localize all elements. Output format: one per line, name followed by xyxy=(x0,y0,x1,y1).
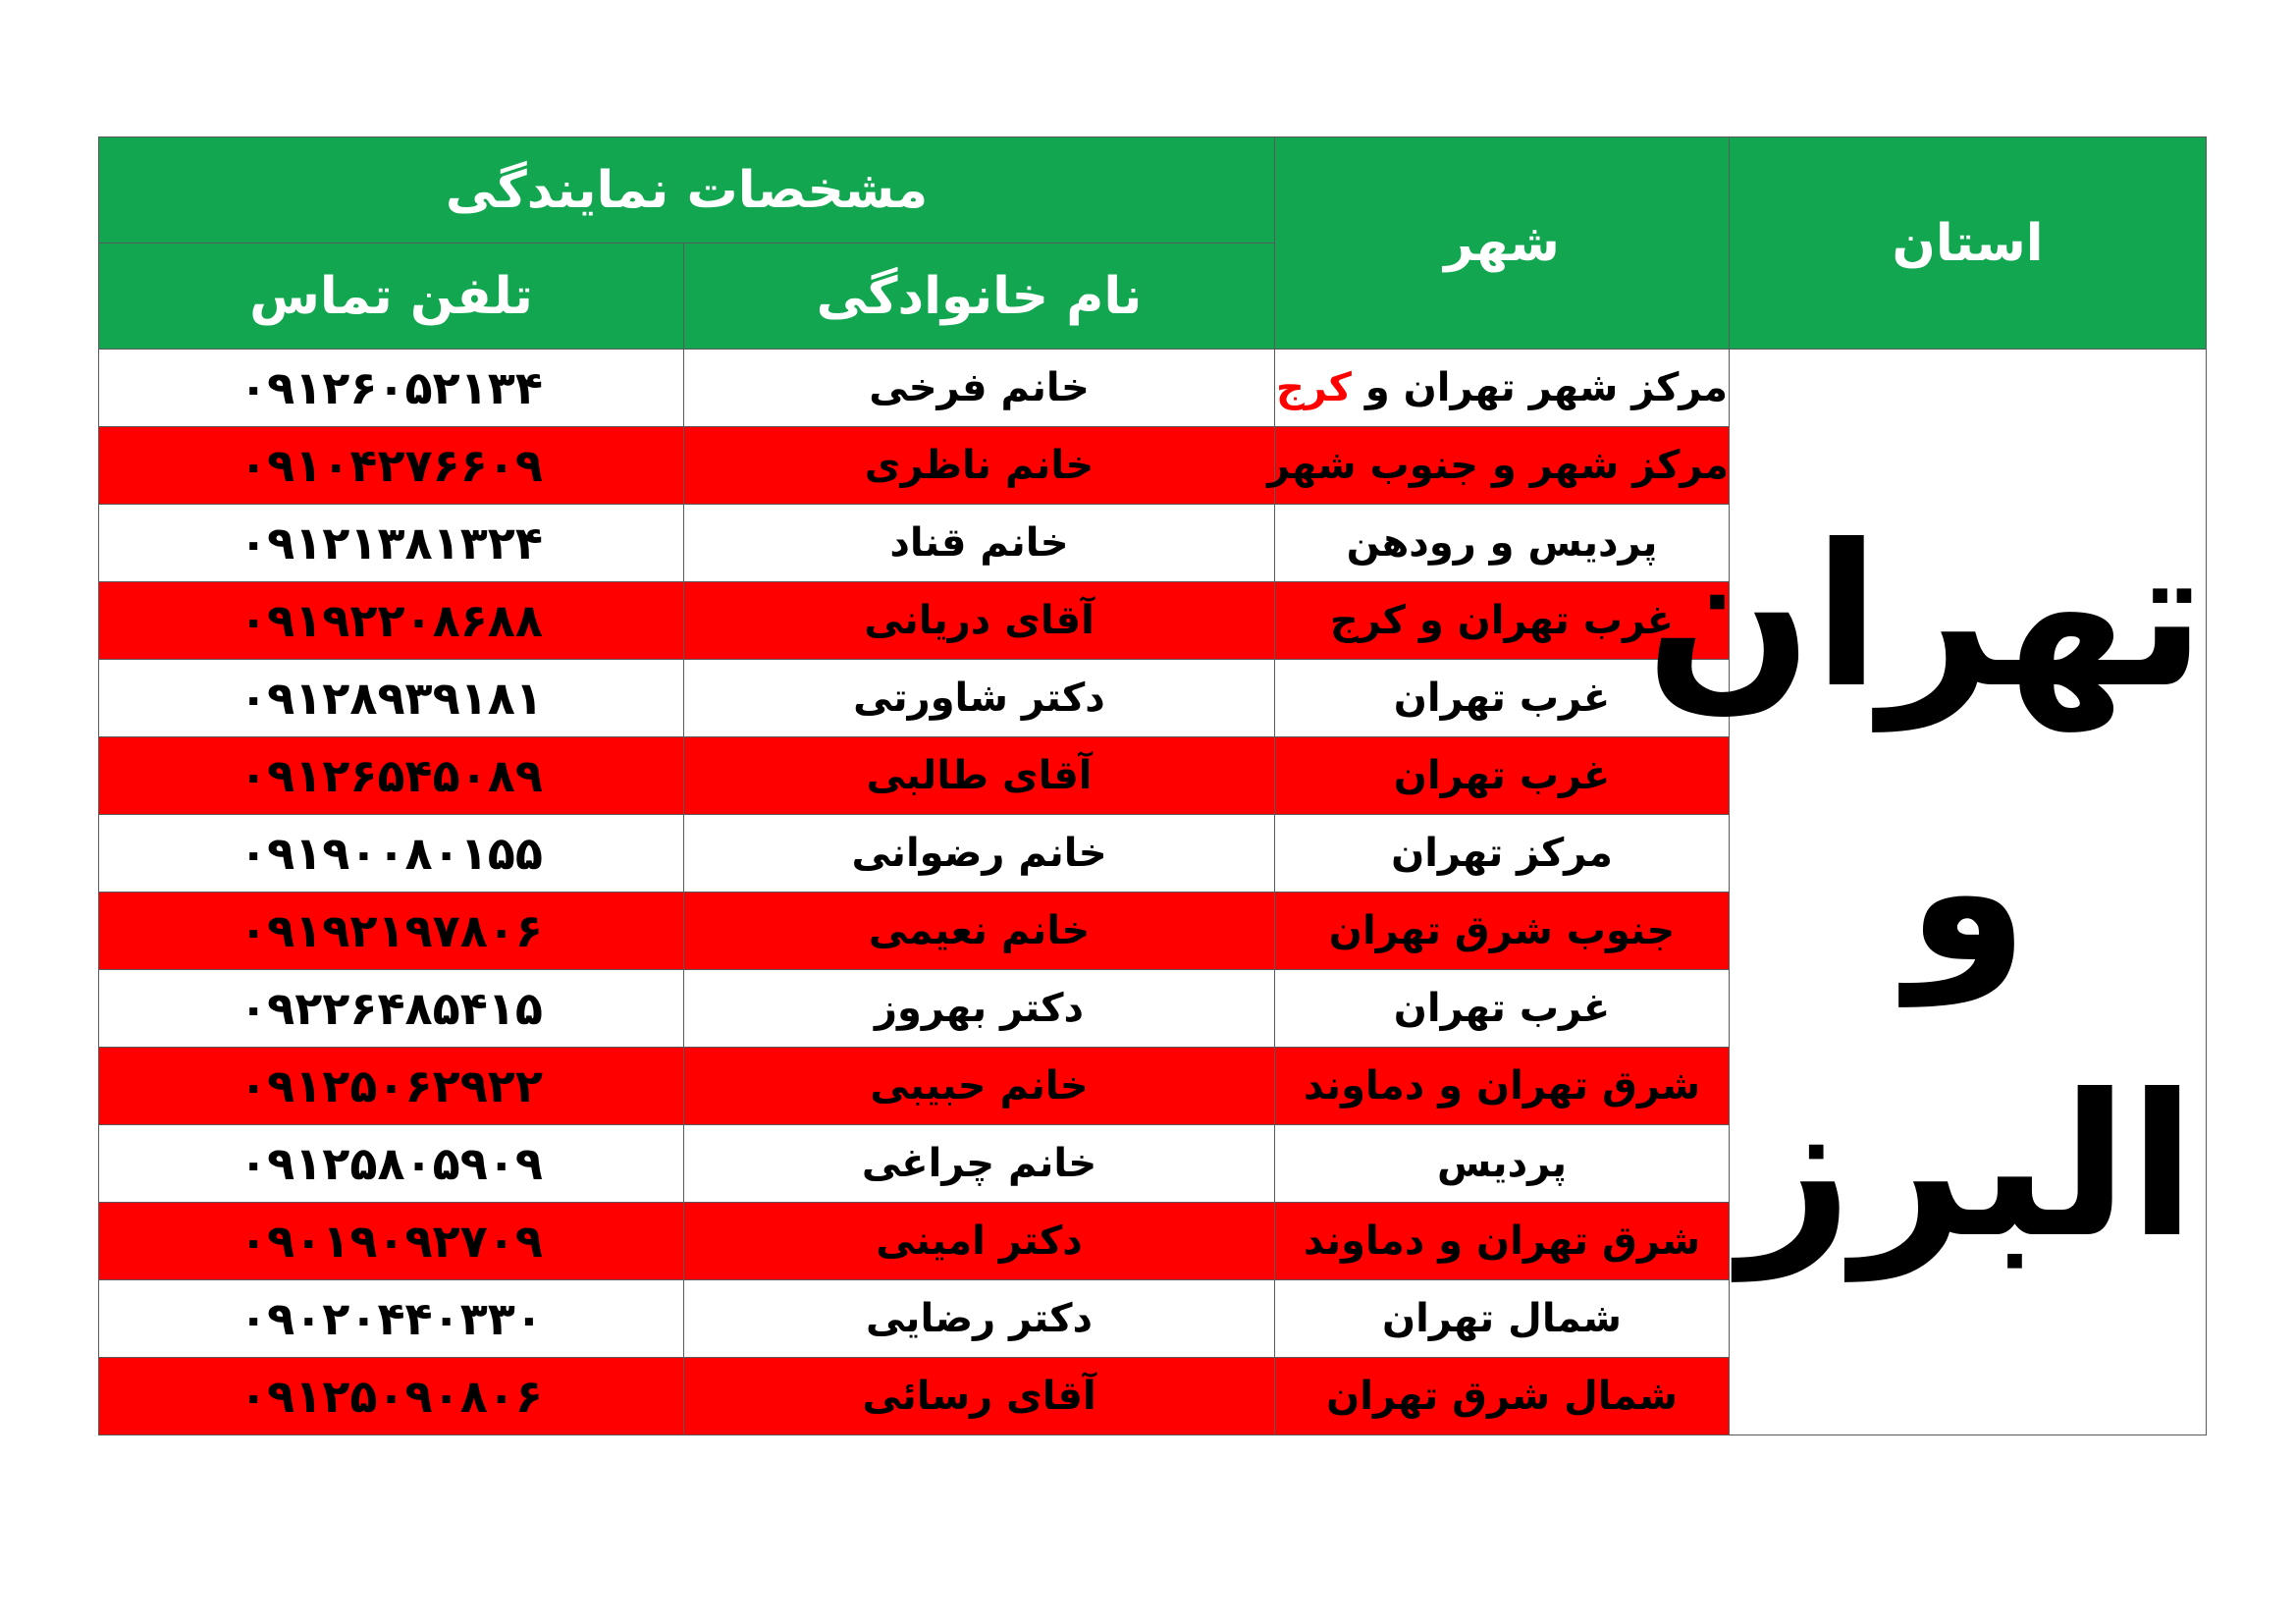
last-name-cell: آقای طالبی xyxy=(684,737,1275,815)
last-name-cell: دکتر امینی xyxy=(684,1203,1275,1280)
city-text: غرب تهران و xyxy=(1405,598,1675,643)
city-text: غرب تهران xyxy=(1393,753,1611,798)
city-accent-text: کرج xyxy=(1275,365,1352,410)
city-cell xyxy=(1275,1125,1730,1203)
table-body xyxy=(99,350,2207,1435)
city-text: شرق تهران و دماوند xyxy=(1303,1063,1701,1109)
last-name-cell: آقای دریانی xyxy=(684,582,1275,660)
table-row xyxy=(99,350,2207,427)
city-cell xyxy=(1275,815,1730,893)
last-name-cell: خانم قناد xyxy=(684,505,1275,582)
city-cell xyxy=(1275,1358,1730,1435)
last-name-cell: خانم نعیمی xyxy=(684,893,1275,970)
city-cell xyxy=(1275,1280,1730,1358)
province-line: و xyxy=(1906,777,2029,1006)
city-text: شمال تهران xyxy=(1382,1296,1622,1341)
phone-cell: ۰۹۱۲۶۰۵۲۱۳۴ xyxy=(99,350,684,427)
last-name-cell: دکتر بهروز xyxy=(684,970,1275,1048)
last-name-cell: خانم ناظری xyxy=(684,427,1275,505)
phone-cell: ۰۹۱۹۰۰۸۰۱۵۵ xyxy=(99,815,684,893)
city-text: مرکز شهر و جنوب شهر xyxy=(1266,443,1730,488)
last-name-cell: دکتر شاورتی xyxy=(684,660,1275,737)
city-cell xyxy=(1275,1048,1730,1125)
agency-table xyxy=(98,136,2207,1435)
phone-cell: ۰۹۰۲۰۴۴۰۳۳۰ xyxy=(99,1280,684,1358)
city-accent-text: کرج xyxy=(1329,598,1406,643)
phone-cell: ۰۹۰۱۹۰۹۲۷۰۹ xyxy=(99,1203,684,1280)
phone-cell: ۰۹۲۲۶۴۸۵۴۱۵ xyxy=(99,970,684,1048)
city-cell xyxy=(1275,893,1730,970)
province-line: البرز xyxy=(1739,1052,2196,1281)
header-agency-details: مشخصات نمایندگی xyxy=(99,137,1275,244)
city-text: جنوب شرق تهران xyxy=(1328,908,1676,953)
last-name-cell: آقای رسائی xyxy=(684,1358,1275,1435)
last-name-cell: خانم فرخی xyxy=(684,350,1275,427)
city-text: غرب تهران xyxy=(1393,986,1611,1031)
city-text: پردیس و رودهن xyxy=(1346,520,1658,566)
header-phone: تلفن تماس xyxy=(99,244,684,350)
last-name-cell: خانم رضوانی xyxy=(684,815,1275,893)
phone-cell: ۰۹۱۲۵۰۶۲۹۲۲ xyxy=(99,1048,684,1125)
phone-cell: ۰۹۱۲۵۸۰۵۹۰۹ xyxy=(99,1125,684,1203)
phone-cell: ۰۹۱۲۸۹۳۹۱۸۱ xyxy=(99,660,684,737)
phone-cell: ۰۹۱۲۱۳۸۱۳۲۴ xyxy=(99,505,684,582)
city-text: شمال شرق تهران xyxy=(1326,1374,1678,1419)
city-text: پردیس xyxy=(1437,1141,1568,1186)
city-text: شرق تهران و دماوند xyxy=(1303,1218,1701,1264)
city-text: مرکز شهر تهران و xyxy=(1351,365,1729,410)
last-name-cell: خانم چراغی xyxy=(684,1125,1275,1203)
last-name-cell: دکتر رضایی xyxy=(684,1280,1275,1358)
header-last-name: نام خانوادگی xyxy=(684,244,1275,350)
phone-cell: ۰۹۱۰۴۲۷۶۶۰۹ xyxy=(99,427,684,505)
phone-cell: ۰۹۱۹۲۱۹۷۸۰۶ xyxy=(99,893,684,970)
phone-cell: ۰۹۱۹۲۲۰۸۶۸۸ xyxy=(99,582,684,660)
city-cell xyxy=(1275,1203,1730,1280)
city-text: مرکز تهران xyxy=(1391,831,1613,876)
city-text: غرب تهران xyxy=(1393,676,1611,721)
header-city: شهر xyxy=(1275,137,1730,350)
phone-cell: ۰۹۱۲۶۵۴۵۰۸۹ xyxy=(99,737,684,815)
province-line: تهران xyxy=(1645,502,2207,731)
city-cell xyxy=(1275,350,1730,427)
phone-cell: ۰۹۱۲۵۰۹۰۸۰۶ xyxy=(99,1358,684,1435)
last-name-cell: خانم حبیبی xyxy=(684,1048,1275,1125)
city-cell xyxy=(1275,970,1730,1048)
header-province: استان xyxy=(1730,137,2207,350)
province-cell xyxy=(1645,350,2207,1435)
